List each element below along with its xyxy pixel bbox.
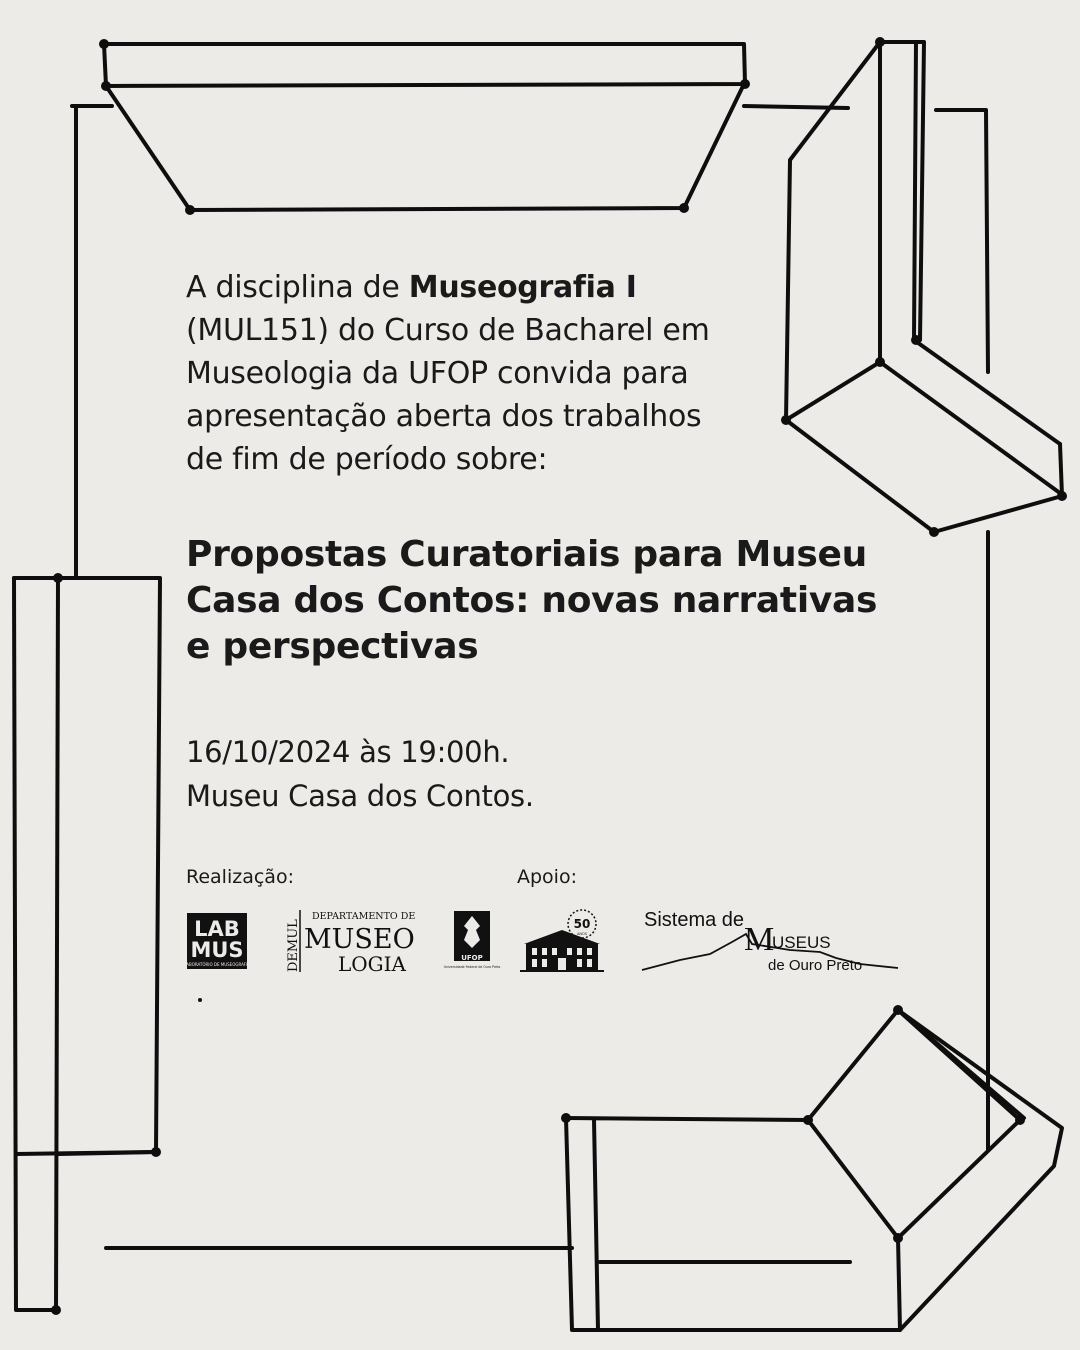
sistema-logo-line3: de Ouro Preto <box>768 957 863 974</box>
left-cabinet-sketch <box>14 573 161 1315</box>
labmus-logo-caption: LABORATÓRIO DE MUSEOGRAFIA <box>183 962 251 967</box>
right-armchair-sketch <box>781 37 1067 537</box>
top-table-sketch <box>99 39 750 215</box>
realizacao-label: Realização: <box>186 866 294 888</box>
labmus-logo-bottom: MUS <box>190 938 244 962</box>
apoio-label: Apoio: <box>517 866 577 888</box>
sistema-logo-initial: M <box>744 921 775 958</box>
course-name: Museografia I <box>408 270 637 305</box>
casa50-logo-number: 50 <box>573 917 591 931</box>
labmus-logo-top: LAB <box>194 917 240 941</box>
casa-dos-contos-50-logo <box>518 908 606 974</box>
demul-logo-dept: DEPARTAMENTO DE <box>312 911 416 922</box>
labmus-logo <box>183 912 251 970</box>
event-datetime: 16/10/2024 às 19:00h. <box>186 735 510 769</box>
demul-logo-line2: LOGIA <box>338 952 406 976</box>
demul-logo-side: DEMUL <box>286 919 301 972</box>
demul-logo <box>282 908 418 974</box>
sistema-logo-line2: USEUS <box>772 933 831 952</box>
intro-paragraph <box>186 266 746 481</box>
sistema-logo-line1: Sistema de <box>644 909 745 931</box>
event-details <box>186 730 786 818</box>
demul-logo-line1: MUSEO <box>304 924 415 955</box>
intro-rest: (MUL151) do Curso de Bacharel em Museologia da UFOP convida para apresentação aberta dos trabalhos de fim de período sobre: <box>186 313 710 477</box>
event-location: Museu Casa dos Contos. <box>186 779 534 813</box>
event-title: Propostas Curatoriais para Museu Casa dos Contos: novas narrativas e perspectivas <box>186 534 878 667</box>
sistema-de-museus-logo <box>640 904 902 976</box>
ufop-logo-caption: Universidade Federal de Ouro Preto <box>443 965 501 969</box>
casa50-logo-caption: ANOS <box>577 932 587 936</box>
ufop-logo <box>443 910 501 972</box>
intro-prefix: A disciplina de <box>186 270 409 305</box>
ufop-logo-name: UFOP <box>461 954 483 962</box>
